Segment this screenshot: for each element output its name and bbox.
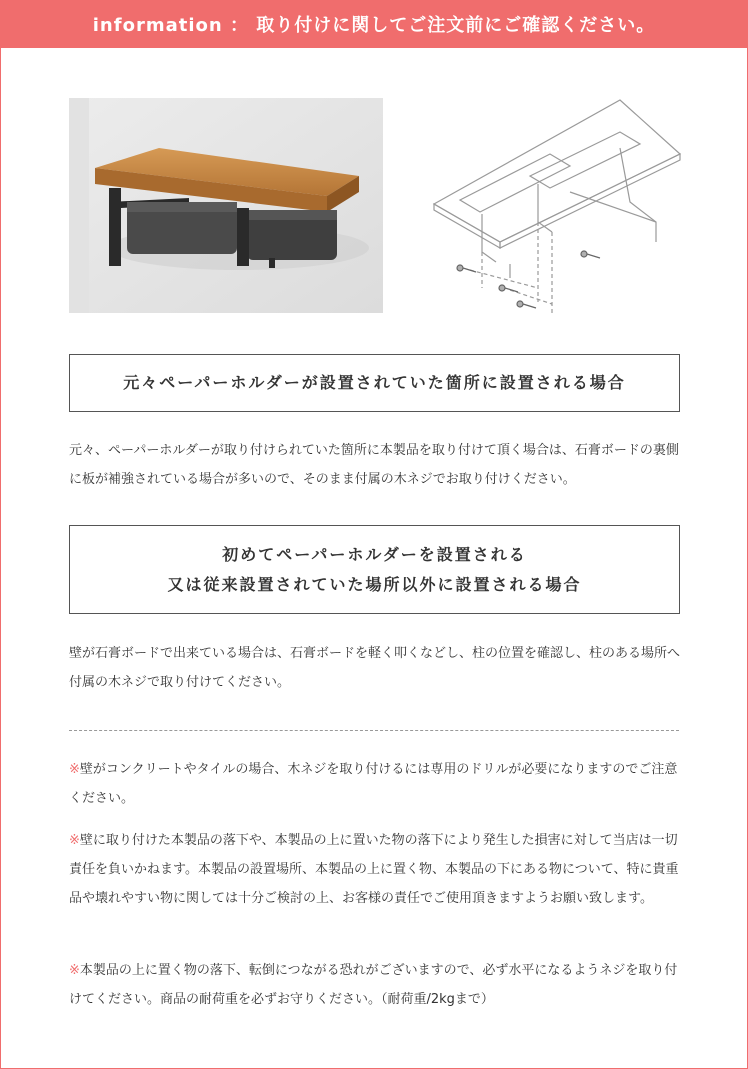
section2-title-line1: 初めてペーパーホルダーを設置される (222, 544, 527, 564)
installation-diagram (420, 92, 690, 322)
note-mark: ※ (69, 963, 80, 978)
note-concrete (69, 755, 683, 813)
header-title: information ： 取り付けに関してご注文前にご確認ください。 (92, 15, 656, 36)
dashed-divider (69, 730, 679, 731)
product-photo (69, 98, 383, 313)
note-liability (69, 826, 683, 913)
note-text: 本製品の上に置く物の落下、転倒につながる恐れがございますので、必ず水平になるようネジを取り付けてください。商品の耐荷重を必ずお守りください。（耐荷重/2kgまで） (69, 963, 678, 1007)
note-level (69, 956, 683, 1014)
section2-title-line2: 又は従来設置されていた場所以外に設置される場合 (167, 574, 582, 594)
section1-title: 元々ペーパーホルダーが設置されていた箇所に設置される場合 (123, 373, 626, 392)
section1-title-box (69, 354, 680, 412)
section1-body: 元々、ペーパーホルダーが取り付けられていた箇所に本製品を取り付けて頂く場合は、石膏ボードの裏側に板が補強されている場合が多いので、そのまま付属の木ネジでお取り付けください。 (69, 443, 679, 487)
section2-body: 壁が石膏ボードで出来ている場合は、石膏ボードを軽く叩くなどし、柱の位置を確認し、柱のある場所へ付属の木ネジで取り付けてください。 (69, 646, 681, 690)
info-header (0, 0, 748, 48)
note-mark: ※ (69, 833, 80, 848)
note-text: 壁に取り付けた本製品の落下や、本製品の上に置いた物の落下により発生した損害に対して当店は一切責任を負いかねます。本製品の設置場所、本製品の上に置く物、本製品の下にある物について、特に貴重品や壊れやすい物に関しては十分ご検討の上、お客様の責任でご使用頂きますようお願い致します。 (69, 833, 679, 906)
note-text: 壁がコンクリートやタイルの場合、木ネジを取り付けるには専用のドリルが必要になりますのでご注意ください。 (69, 762, 678, 806)
section2-title-box (69, 525, 680, 614)
note-mark: ※ (69, 762, 80, 777)
